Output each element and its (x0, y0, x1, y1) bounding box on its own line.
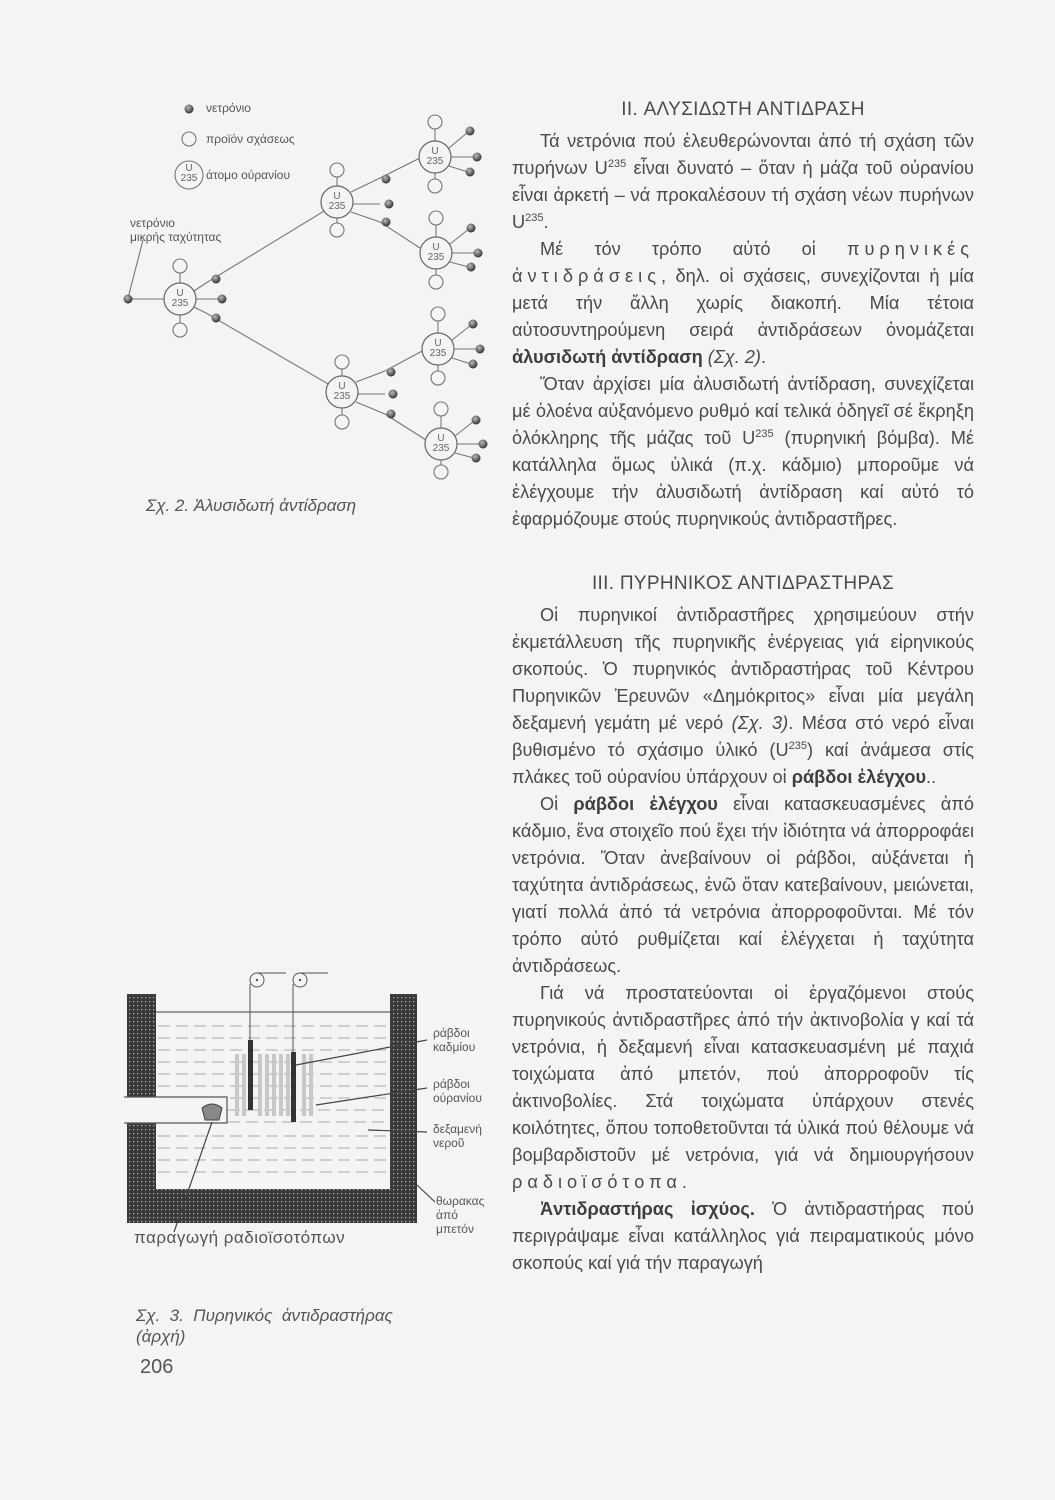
water-tank-label (433, 1122, 482, 1150)
text-run: (πυρηνική βόμβα). Μέ κατάλληλα ὅμως ὑλικά (π.χ. κάδμιο) μποροῦμε νά ἐλέγχουμε τήν ἀλυσιδωτή ἀντίδραση καί αὐτό τό ἐφαρμόζουμε στούς πυρηνικούς ἀντιδραστῆρες. (512, 428, 974, 529)
nucleus-symbol: U (185, 163, 193, 174)
nucleus-mass: 235 (426, 156, 444, 167)
text-run: Οἱ (540, 794, 574, 814)
superscript: 235 (755, 428, 774, 440)
nucleus-label (424, 339, 452, 359)
nucleus-label (166, 289, 194, 309)
nucleus-symbol: U (333, 191, 341, 202)
isotope-production-label: παραγωγή ραδιοϊσοτόπων (134, 1228, 346, 1247)
spaced-emphasis: ραδιοϊσότοπα (512, 1172, 682, 1192)
cadmium-rods-label (433, 1026, 475, 1054)
text-run: Ὅταν ἀρχίσει μία ἀλυσιδωτή ἀντίδραση, συνεχίζεται μέ ὁλοένα αὐξανόμενο ρυθμό καί τελικά ὁδηγεῖ σέ ἔκρηξη ὁλόκληρης τῆς μάζας τοῦ U (512, 374, 974, 448)
nucleus-symbol: U (431, 146, 439, 157)
figure-3-caption-line1: Σχ. 3. Πυρηνικός ἀντιδραστήρας (136, 1306, 393, 1325)
nucleus-mass: 235 (427, 252, 445, 263)
figure-3-caption (136, 1305, 393, 1347)
section-2-paragraph-3 (512, 371, 974, 533)
uranium-rods-line1: ράβδοι (433, 1077, 470, 1091)
text-run: .. (926, 767, 937, 787)
text-run: . (543, 212, 549, 232)
key-term: ράβδοι ἐλέγχου (791, 767, 927, 787)
superscript: 235 (607, 158, 627, 170)
text-run: Ὁ ἀντιδραστήρας πού περιγράψαμε εἶναι κατάλληλος γιά πειραματικούς μόνο σκοπούς καί γιά τήν παραγωγή (512, 1199, 974, 1273)
section-3-paragraph-1 (512, 602, 974, 791)
concrete-shield-line2: ἀπό (436, 1208, 458, 1222)
nucleus-mass: 235 (328, 201, 346, 212)
nucleus-symbol: U (437, 433, 445, 444)
section-3-column (512, 570, 974, 1277)
figure-2-caption: Σχ. 2. Ἀλυσιδωτή ἀντίδραση (146, 496, 357, 515)
section-2-column (512, 96, 974, 533)
nucleus-symbol: U (432, 242, 440, 253)
figure-reference: (Σχ. 3) (723, 713, 789, 733)
superscript: 235 (788, 740, 807, 752)
nucleus-mass: 235 (333, 391, 351, 402)
figure-3-reactor (120, 960, 500, 1250)
section-2-paragraph-1 (512, 128, 974, 236)
nucleus-label (323, 192, 351, 212)
text-run: Γιά νά προστατεύονται οἱ ἐργαζόμενοι στούς πυρηνικούς ἀντιδραστῆρες ἀπό τήν ἀκτινοβολία γ καί τά νετρόνια, ἡ δεξαμενή εἶναι κατασκευασμένη μέ παχιά τοιχώματα ἀπό μπετόν, πού ἀπορροφοῦν τίς ἀκτινοβολίες. Στά τοιχώματα ὑπάρχουν στενές κοιλότητες, ὅπου τοποθετοῦνται τά ὑλικά πού θέλουμε νά βομβαρδιστοῦν μέ νετρόνια, γιά νά δημιουργήσουν (512, 983, 974, 1165)
text-run: Μέ τόν τρόπο αὐτό οἱ (540, 239, 847, 259)
key-term: ράβδοι ἐλέγχου (573, 794, 718, 814)
uranium-rods-line2: ούρανίου (433, 1091, 482, 1105)
concrete-shield-line1: θωρακας (436, 1194, 485, 1208)
nucleus-symbol: U (338, 381, 346, 392)
concrete-shield-line3: μπετόν (436, 1222, 474, 1236)
uranium-rods-label (433, 1077, 482, 1105)
text-run: Τά νετρόνια πού ἐλευθερώνονται ἀπό τή σχάση τῶν πυρήνων U (512, 131, 974, 178)
nucleus-mass: 235 (180, 173, 198, 184)
nucleus-symbol: U (434, 338, 442, 349)
subsection-title: Ἀντιδραστήρας ἰσχύος. (540, 1199, 755, 1219)
slow-neutron-line1: νετρόνιο (130, 216, 175, 230)
section-3-paragraph-3 (512, 980, 974, 1196)
water-tank-line2: νεροῦ (433, 1136, 465, 1150)
key-term: ἀλυσιδωτή ἀντίδραση (512, 347, 703, 367)
nucleus-label (427, 434, 455, 454)
text-run: εἶναι δυνατό – ὅταν ἡ μάζα τοῦ οὐρανίου εἶναι ἀρκετή – νά προκαλέσουν τή σχάση νέων πυρήνων U (512, 158, 975, 232)
slow-neutron-label (130, 216, 221, 244)
legend-neutron-label: νετρόνιο (206, 101, 251, 115)
section-2-heading: II. ΑΛΥΣΙΔΩΤΗ ΑΝΤΙΔΡΑΣΗ (621, 99, 865, 120)
figure-2-chain-reaction (110, 90, 510, 490)
legend-fission-product-label: προϊόν σχάσεως (206, 132, 295, 146)
text-run: εἶναι κατασκευασμένες ἀπό κάδμιο, ἕνα στοιχεῖο πού ἔχει τήν ἰδιότητα νά ἀπορροφάει νετρόνια. Ὅταν ἀνεβαίνουν οἱ ράβδοι, αὐξάνεται ἡ ταχύτητα ἀντιδράσεως, ἐνῶ ὅταν κατεβαίνουν, μειώνεται, γιατί πολλά ἀπό τά νετρόνια ἀπορροφοῦνται. Μέ τόν τρόπο αὐτό ρυθμίζεται καί ἐλέγχεται ἡ ταχύτητα ἀντιδράσεως. (512, 794, 974, 976)
page-number: 206 (140, 1356, 174, 1378)
text-run: . (760, 347, 767, 367)
nucleus-mass: 235 (432, 443, 450, 454)
section-2-paragraph-2 (512, 236, 974, 371)
nucleus-label (421, 147, 449, 167)
text-run: , δηλ. οἱ σχάσεις, συνεχίζονται ἡ μία μετά τήν ἄλλη χωρίς διακοπή. Μία τέτοια αὐτοσυντηρούμενη σειρά ἀντιδράσεων ὀνομάζεται (512, 266, 974, 340)
section-3-paragraph-4 (512, 1196, 974, 1277)
superscript: 235 (525, 212, 544, 224)
slow-neutron-line2: μικρής ταχύτητας (130, 230, 222, 244)
text-run: Οἱ πυρηνικοί ἀντιδραστῆρες χρησιμεύουν στήν ἐκμετάλλευση τῆς πυρηνικῆς ἐνέργειας γιά εἰρηνικούς σκοπούς. Ὁ πυρηνικός ἀντιδραστήρας τοῦ Κέντρου Πυρηνικῶν Ἐρευνῶν «Δημόκριτος» εἶναι μία μεγάλη δεξαμενή γεμάτη μέ νερό (512, 605, 974, 733)
legend-uranium-icon (175, 164, 203, 184)
nucleus-symbol: U (176, 288, 184, 299)
spaced-emphasis: πυρηνικές ἀντιδράσεις (512, 239, 974, 286)
figure-reference: (Σχ. 2) (702, 347, 761, 367)
section-3-heading: III. ΠΥΡΗΝΙΚΟΣ ΑΝΤΙΔΡΑΣΤΗΡΑΣ (591, 573, 895, 594)
nucleus-label (328, 382, 356, 402)
figure-3-caption-line2: (ἀρχή) (136, 1327, 186, 1346)
text-run: ) καί ἀνάμεσα στίς πλάκες τοῦ οὐρανίου ὑπάρχουν οἱ (512, 740, 974, 787)
concrete-shield-label (436, 1194, 484, 1236)
nucleus-mass: 235 (171, 298, 189, 309)
nucleus-label (422, 243, 450, 263)
legend-uranium-atom-label: άτομο ούρανίου (206, 168, 291, 182)
text-run: . (681, 1172, 687, 1192)
section-3-paragraph-2 (512, 791, 974, 980)
nucleus-mass: 235 (429, 348, 447, 359)
cadmium-rods-line2: καδμίου (433, 1040, 476, 1054)
water-tank-line1: δεξαμενή (433, 1122, 482, 1136)
cadmium-rods-line1: ράβδοι (433, 1026, 470, 1040)
text-run: . Μέσα στό νερό εἶναι βυθισμένο τό σχάσιμο ὑλικό (U (512, 713, 974, 760)
